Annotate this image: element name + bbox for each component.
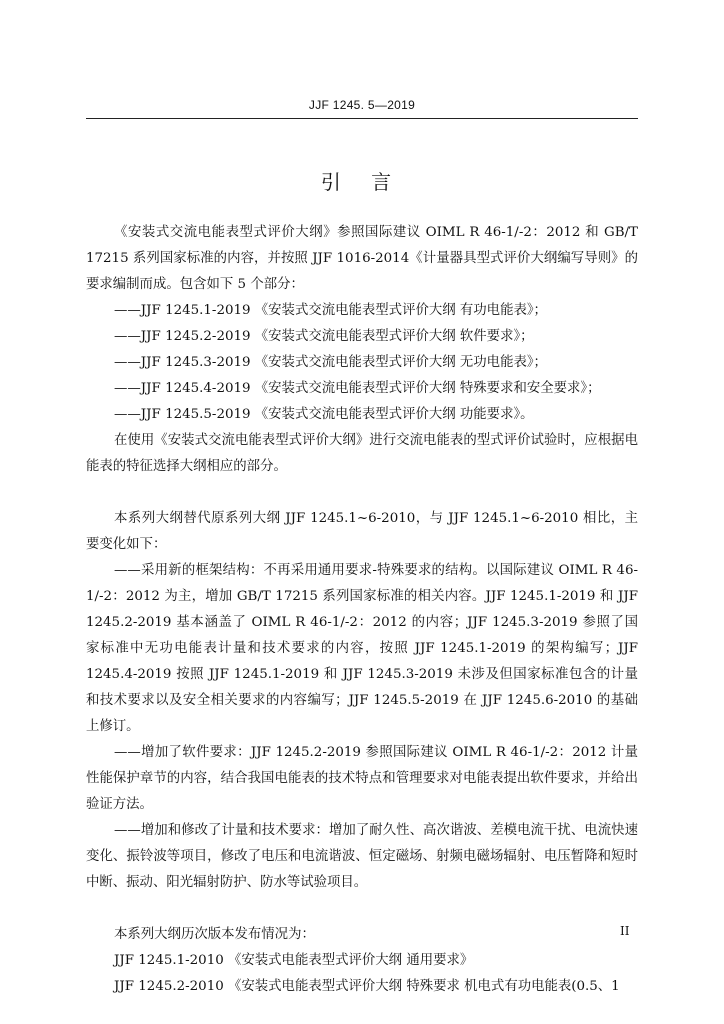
section3-intro: 本系列大纲历次版本发布情况为： [114,927,315,942]
page-number: II [620,924,630,938]
paragraph-gap [86,896,638,922]
change-item-requirements: ——增加和修改了计量和技术要求：增加了耐久性、高次谐波、差模电流干扰、电流快速变化、振铃波等项目，修改了电压和电流谐波、恒定磁场、射频电磁场辐射、电压暂降和短时中断、振动、阳光辐射防护、防水等试验项目。 [86,823,638,890]
paragraph-gap [86,480,638,506]
section1-intro: 《安装式交流电能表型式评价大纲》参照国际建议 OIML R 46-1/-2：2012 和 GB/T 17215 系列国家标准的内容，并按照 JJF 1016-2014《计量器具型式评价大纲编写导则》的要求编制而成。包含如下 5 个部分： [86,225,638,292]
section1-usage: 在使用《安装式交流电能表型式评价大纲》进行交流电能表的型式评价试验时，应根据电能表的特征选择大纲相应的部分。 [86,433,638,474]
part-item-4: ——JJF 1245.4-2019 《安装式交流电能表型式评价大纲 特殊要求和安全要求》； [114,381,601,396]
part-item-2: ——JJF 1245.2-2019 《安装式交流电能表型式评价大纲 软件要求》； [114,329,534,344]
change-item-framework: ——采用新的框架结构：不再采用通用要求-特殊要求的结构。以国际建议 OIML R 46-1/-2：2012 为主，增加 GB/T 17215 系列国家标准的相关内容。JJF 1245.1-2019 和 JJF 1245.2-2019 基本涵盖了 OIML R 46-1/-2：2012 的内容；JJF 1245.3-2019 参照了国家标准中无功电能表计量和技术要求的内容，按照 JJF 1245.1-2019 的架构编写；JJF 1245.4-2019 按照 JJF 1245.1-2019 和 JJF 1245.3-2019 未涉及但国家标准包含的计量和技术要求以及安全相关要求的内容编写；JJF 1245.5-2019 在 JJF 1245.6-2010 的基础上修订。 [86,563,638,734]
history-item-2: JJF 1245.2-2010 《安装式电能表型式评价大纲 特殊要求 机电式有功电能表(0.5、1 [114,979,620,994]
section2-intro: 本系列大纲替代原系列大纲 JJF 1245.1~6-2010，与 JJF 1245.1~6-2010 相比，主要变化如下： [86,511,638,552]
header-divider [86,118,638,119]
document-code-header: JJF 1245. 5—2019 [308,98,416,112]
part-item-5: ——JJF 1245.5-2019 《安装式交流电能表型式评价大纲 功能要求》。 [114,407,534,422]
part-item-1: ——JJF 1245.1-2019 《安装式交流电能表型式评价大纲 有功电能表》； [114,303,547,318]
part-item-3: ——JJF 1245.3-2019 《安装式交流电能表型式评价大纲 无功电能表》； [114,355,547,370]
change-item-software: ——增加了软件要求：JJF 1245.2-2019 参照国际建议 OIML R 46-1/-2：2012 计量性能保护章节的内容，结合我国电能表的技术特点和管理要求对电能表提出软件要求，并给出验证方法。 [86,745,638,812]
history-item-1: JJF 1245.1-2010 《安装式电能表型式评价大纲 通用要求》 [114,953,474,968]
document-body [86,220,638,1000]
page-title: 引 言 [320,170,404,194]
